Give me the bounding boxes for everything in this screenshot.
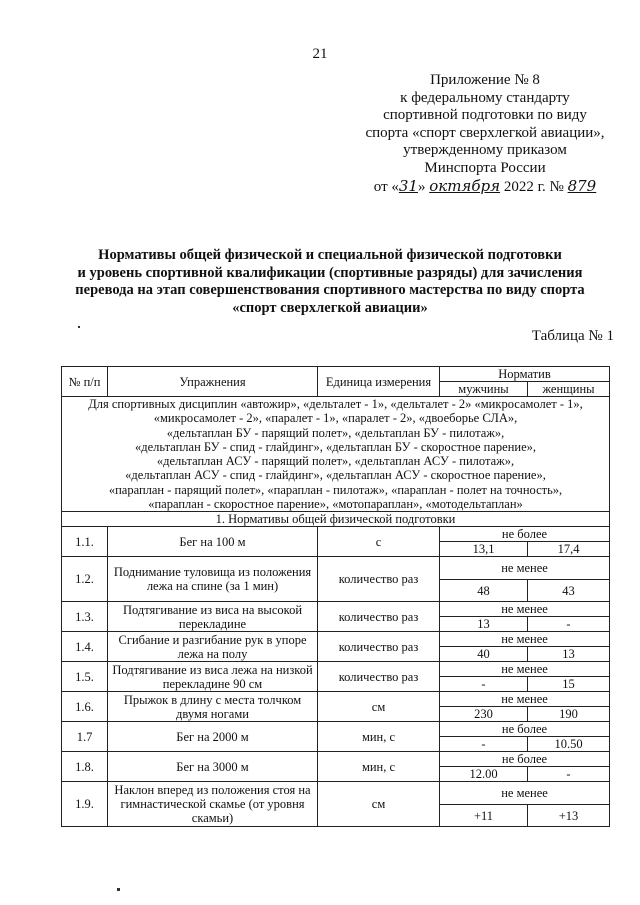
norm-condition: не более bbox=[440, 752, 610, 767]
norm-unit: мин, с bbox=[318, 752, 440, 782]
discipline-line: «дельтаплан АСУ - спид - глайдинг», «дельтаплан АСУ - скоростное парение», bbox=[125, 468, 546, 483]
header-unit: Единица измерения bbox=[318, 367, 440, 397]
norm-men: 40 bbox=[440, 647, 528, 662]
norm-unit: см bbox=[318, 692, 440, 722]
approval-line: Минспорта России bbox=[424, 159, 546, 176]
norm-condition: не более bbox=[440, 722, 610, 737]
norm-exercise: Подтягивание из виса лежа на низкой перекладине 90 см bbox=[108, 662, 318, 692]
norm-men: 13,1 bbox=[440, 542, 528, 557]
header-exercise: Упражнения bbox=[108, 367, 318, 397]
approval-line: спорта «спорт сверхлегкой авиации», bbox=[365, 124, 605, 141]
norm-unit: мин, с bbox=[318, 722, 440, 752]
discipline-line: «дельтаплан БУ - спид - глайдинг», «дельтаплан БУ - скоростное парение», bbox=[135, 439, 537, 454]
disciplines-cell bbox=[62, 397, 610, 512]
header-men: мужчины bbox=[440, 382, 528, 397]
title-line: «спорт сверхлегкой авиации» bbox=[232, 299, 428, 316]
discipline-line: «дельтаплан БУ - парящий полет», «дельтаплан БУ - пилотаж», bbox=[166, 425, 505, 440]
norm-row bbox=[62, 632, 610, 647]
norm-women: - bbox=[528, 617, 610, 632]
norm-num: 1.3. bbox=[62, 602, 108, 632]
norm-unit: количество раз bbox=[318, 557, 440, 602]
norm-men: 230 bbox=[440, 707, 528, 722]
header-norm: Норматив bbox=[440, 367, 610, 382]
header-row bbox=[62, 367, 610, 382]
norm-condition: не менее bbox=[440, 602, 610, 617]
norm-women: 15 bbox=[528, 677, 610, 692]
norm-men: +11 bbox=[440, 805, 528, 827]
norm-condition: не более bbox=[440, 527, 610, 542]
norm-exercise: Бег на 3000 м bbox=[108, 752, 318, 782]
table-label: Таблица № 1 bbox=[531, 328, 614, 344]
order-day: 31 bbox=[398, 176, 418, 195]
approval-line: спортивной подготовки по виду bbox=[383, 107, 587, 124]
norm-exercise: Сгибание и разгибание рук в упоре лежа на полу bbox=[108, 632, 318, 662]
order-year: 2022 bbox=[503, 178, 534, 195]
norm-exercise: Бег на 100 м bbox=[108, 527, 318, 557]
order-mid: » bbox=[417, 178, 426, 195]
norm-women: 13 bbox=[528, 647, 610, 662]
norm-exercise: Прыжок в длину с места толчком двумя ногами bbox=[108, 692, 318, 722]
approval-line: утвержденному приказом bbox=[403, 142, 567, 159]
title-line: перевода на этап совершенствования спортивного мастерства по виду спорта bbox=[75, 282, 585, 298]
discipline-line: Для спортивных дисциплин «автожир», «дельталет - 1», «дельталет - 2» «микросамолет - 1», bbox=[88, 397, 583, 411]
discipline-line: «параплан - скоростное парение», «мотопараплан», «мотодельтаплан» bbox=[148, 497, 523, 512]
order-month: октября bbox=[429, 176, 501, 195]
scan-dot bbox=[117, 888, 120, 891]
norm-women: 43 bbox=[528, 580, 610, 602]
norm-row bbox=[62, 527, 610, 542]
header-num: № п/п bbox=[62, 367, 108, 397]
approval-line: к федеральному стандарту bbox=[400, 89, 570, 106]
section-title: 1. Нормативы общей физической подготовки bbox=[62, 512, 610, 527]
norm-num: 1.4. bbox=[62, 632, 108, 662]
norm-women: - bbox=[528, 767, 610, 782]
discipline-line: «микросамолет - 2», «паралет - 1», «паралет - 2», «двоеборье СЛА», bbox=[153, 411, 518, 426]
discipline-line: «параплан - парящий полет», «параплан - пилотаж», «параплан - полет на точность», bbox=[108, 482, 563, 497]
norm-num: 1.1. bbox=[62, 527, 108, 557]
norm-exercise: Бег на 2000 м bbox=[108, 722, 318, 752]
approval-line: Приложение № 8 bbox=[430, 72, 540, 88]
norm-exercise: Наклон вперед из положения стоя на гимнастической скамье (от уровня скамьи) bbox=[108, 782, 318, 827]
norm-men: 12.00 bbox=[440, 767, 528, 782]
norm-num: 1.6. bbox=[62, 692, 108, 722]
norm-men: 48 bbox=[440, 580, 528, 602]
discipline-line: «дельтаплан АСУ - парящий полет», «дельтаплан АСУ - пилотаж», bbox=[156, 454, 515, 469]
order-line bbox=[340, 178, 630, 197]
norm-row bbox=[62, 692, 610, 707]
section-row bbox=[62, 512, 610, 527]
norm-unit: количество раз bbox=[318, 602, 440, 632]
norm-women: 190 bbox=[528, 707, 610, 722]
norm-unit: см bbox=[318, 782, 440, 827]
norm-row bbox=[62, 722, 610, 737]
order-suffix: г. № bbox=[533, 178, 564, 195]
norm-exercise: Поднимание туловища из положения лежа на спине (за 1 мин) bbox=[108, 557, 318, 602]
norm-condition: не менее bbox=[440, 632, 610, 647]
norm-unit: количество раз bbox=[318, 632, 440, 662]
order-number: 879 bbox=[567, 176, 597, 195]
approval-block bbox=[340, 72, 630, 196]
norm-row bbox=[62, 662, 610, 677]
norm-num: 1.7 bbox=[62, 722, 108, 752]
norm-unit: количество раз bbox=[318, 662, 440, 692]
norm-exercise: Подтягивание из виса на высокой перекладине bbox=[108, 602, 318, 632]
document-title bbox=[40, 247, 620, 317]
norm-men: - bbox=[440, 737, 528, 752]
norm-condition: не менее bbox=[440, 782, 610, 805]
norm-unit: с bbox=[318, 527, 440, 557]
norm-row bbox=[62, 782, 610, 805]
norm-condition: не менее bbox=[440, 692, 610, 707]
norms-table bbox=[61, 366, 610, 827]
page-number: 21 bbox=[312, 46, 328, 62]
norm-row bbox=[62, 602, 610, 617]
norm-condition: не менее bbox=[440, 557, 610, 580]
title-line: и уровень спортивной квалификации (спортивные разряды) для зачисления bbox=[77, 264, 583, 281]
title-line: Нормативы общей физической и специальной физической подготовки bbox=[98, 247, 562, 263]
order-prefix: от « bbox=[373, 178, 399, 195]
norm-row bbox=[62, 557, 610, 580]
norm-num: 1.8. bbox=[62, 752, 108, 782]
norm-num: 1.5. bbox=[62, 662, 108, 692]
norm-men: - bbox=[440, 677, 528, 692]
norm-num: 1.2. bbox=[62, 557, 108, 602]
norm-condition: не менее bbox=[440, 662, 610, 677]
norm-women: 10.50 bbox=[528, 737, 610, 752]
norm-women: 17,4 bbox=[528, 542, 610, 557]
scan-dot bbox=[78, 326, 80, 328]
norm-men: 13 bbox=[440, 617, 528, 632]
norm-row bbox=[62, 752, 610, 767]
norm-women: +13 bbox=[528, 805, 610, 827]
header-women: женщины bbox=[528, 382, 610, 397]
norm-num: 1.9. bbox=[62, 782, 108, 827]
disciplines-row bbox=[62, 397, 610, 512]
